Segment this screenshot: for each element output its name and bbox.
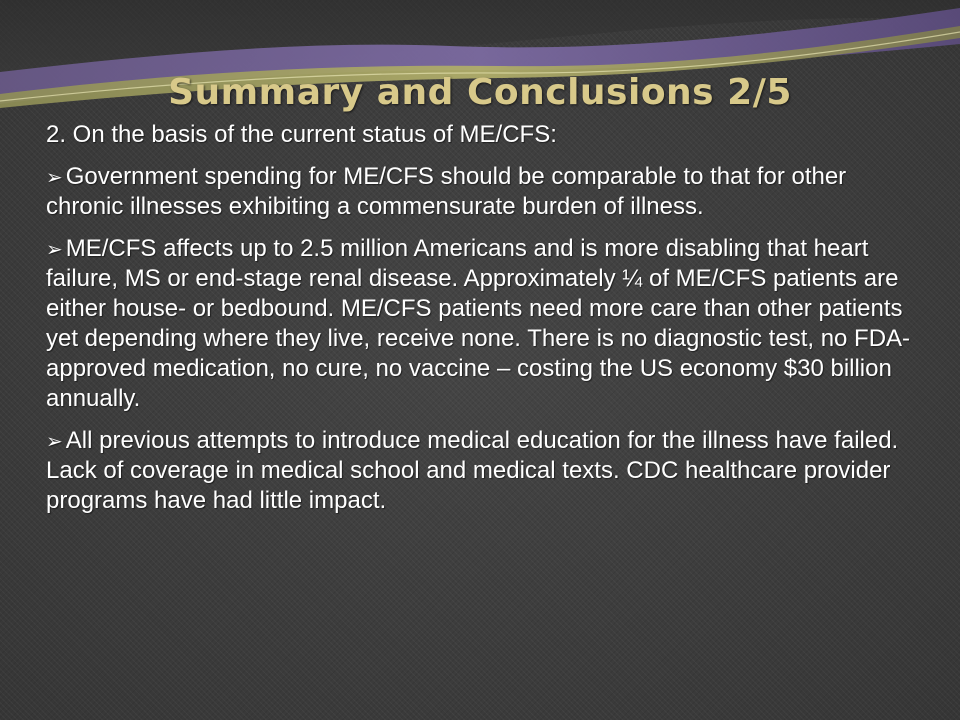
arrow-right-icon: ➢: [46, 429, 63, 453]
arrow-right-icon: ➢: [46, 165, 63, 189]
slide-content: [46, 120, 926, 528]
bullet-item: [46, 234, 926, 414]
bullet-item: [46, 426, 926, 516]
bullet-text: ME/CFS affects up to 2.5 million Americans and is more disabling that heart failure, MS or end-stage renal disease. Approximately ¼ of ME/CFS patients are either house- or bedbound. ME/CFS patients need more care than other patients yet depending where they live, receive none. There is no diagnostic test, no FDA-approved medication, no cure, no vaccine – costing the US economy $30 billion annually.: [46, 235, 911, 412]
bullet-text: All previous attempts to introduce medical education for the illness have failed. Lack of coverage in medical school and medical texts. CDC healthcare provider programs have had little impact.: [46, 427, 899, 514]
bullet-item: [46, 162, 926, 222]
bullet-text: Government spending for ME/CFS should be comparable to that for other chronic illnesses exhibiting a commensurate burden of illness.: [46, 163, 847, 220]
slide-title: Summary and Conclusions 2/5: [168, 72, 792, 113]
arrow-right-icon: ➢: [46, 237, 63, 261]
intro-text: 2. On the basis of the current status of ME/CFS:: [46, 121, 557, 148]
